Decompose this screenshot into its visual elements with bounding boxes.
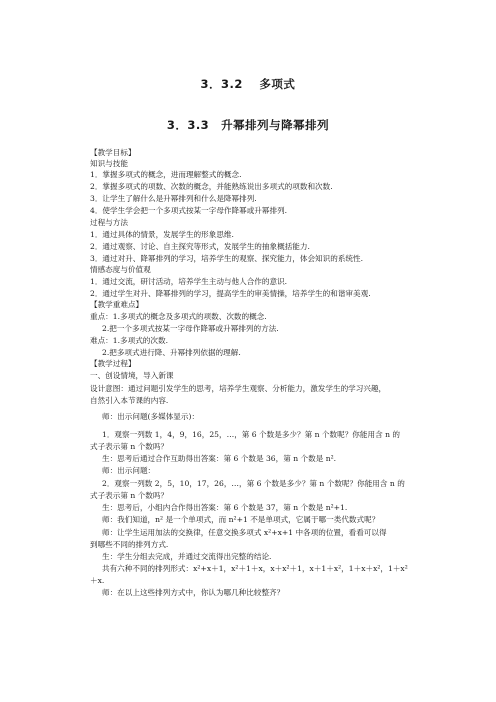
section-title: 3．3.2 多项式 bbox=[200, 77, 296, 91]
goal-item: 2．掌握多项式的项数、次数的概念，并能熟练说出多项式的项数和次数. bbox=[90, 182, 333, 191]
goal-item: 4．使学生学会把一个多项式按某一字母作降幂或升幂排列. bbox=[90, 206, 288, 215]
key-point-item: 重点：1.多项式的概念及多项式的项数、次数的概念. bbox=[90, 312, 267, 321]
key-point-item: 2.把一个多项式按某一字母作降幂或升幂排列的方法. bbox=[102, 324, 279, 333]
attitude-item: 2．通过学生对升、降幂排列的学习，提高学生的审美情操，培养学生的和谐审美观. bbox=[90, 289, 371, 298]
paragraph-line: 师：让学生运用加法的交换律，任意交换多项式 x²+x+1 中各项的位置，看看可以得 bbox=[102, 528, 387, 537]
process-item: 3．通过对升、降幂排列的学习，培养学生的观察、探究能力，体会知识的系统性. bbox=[90, 254, 364, 263]
heading-key-points: 【教学重难点】 bbox=[90, 300, 144, 309]
goal-item: 1．掌握多项式的概念，进而理解整式的概念. bbox=[90, 170, 242, 179]
paragraph-line: 2．观察一列数 2，5，10，17，26，…，第 6 个数是多少？第 n 个数呢？你能用含 n 的 bbox=[102, 479, 405, 488]
paragraph-line: 生：思考后通过合作互助得出答案：第 6 个数是 36，第 n 个数是 n². bbox=[102, 454, 337, 463]
paragraph-line: 共有六种不同的排列形式：x²+x＋1，x²＋1＋x，x＋x²＋1，x＋1＋x²，1＋x＋x²，1＋x² bbox=[102, 564, 408, 573]
paragraph-line: 1．观察一列数 1，4，9，16，25，…，第 6 个数是多少？第 n 个数呢？你能用含 n 的 bbox=[102, 430, 400, 439]
paragraph-line: 生：思考后，小组内合作得出答案：第 6 个数是 37，第 n 个数是 n²+1. bbox=[102, 503, 348, 512]
attitude-item: 1．通过交流，研讨活动，培养学生主动与他人合作的意识. bbox=[90, 277, 288, 286]
paragraph-line: 自然引入本节课的内容. bbox=[90, 396, 169, 405]
heading-teaching-goals: 【教学目标】 bbox=[90, 148, 136, 157]
goal-item: 3．让学生了解什么是升幂排列和什么是降幂排列. bbox=[90, 194, 257, 203]
paragraph-line: 师：出示问题(多媒体显示)： bbox=[102, 412, 200, 421]
process-item: 2．通过观察、讨论、自主探究等形式，发展学生的抽象概括能力. bbox=[90, 242, 310, 251]
paragraph-line: 师：我们知道，n² 是一个单项式，而 n²+1 不是单项式，它属于哪一类代数式呢？ bbox=[102, 515, 380, 524]
paragraph-line: 式子表示第 n 个数吗？ bbox=[90, 442, 169, 451]
paragraph-line: 式子表示第 n 个数吗？ bbox=[90, 491, 169, 500]
heading-scenario: 一、创设情境，导入新课 bbox=[90, 371, 174, 380]
difficulty-item: 2.把多项式进行降、升幂排列依据的理解. bbox=[102, 348, 241, 357]
paragraph-line: 设计意图：通过问题引发学生的思考，培养学生观察、分析能力，激发学生的学习兴趣， bbox=[90, 384, 387, 393]
paragraph-line: 师：出示问题： bbox=[102, 466, 156, 475]
heading-attitude-values: 情感态度与价值观 bbox=[90, 265, 151, 274]
paragraph-line: 到哪些不同的排列方式. bbox=[90, 540, 169, 549]
paragraph-line: 师：在以上这些排列方式中，你认为哪几种比较整齐？ bbox=[102, 588, 285, 597]
difficulty-item: 难点：1.多项式的次数. bbox=[90, 336, 169, 345]
paragraph-line: 生：学生分组去完成，并通过交流得出完整的结论. bbox=[102, 552, 272, 561]
process-item: 1．通过具体的情景，发展学生的形象思维. bbox=[90, 230, 234, 239]
heading-process-methods: 过程与方法 bbox=[90, 218, 128, 227]
paragraph-line: ＋x. bbox=[90, 576, 105, 585]
subsection-title: 3．3.3 升幂排列与降幂排列 bbox=[166, 118, 330, 132]
heading-teaching-process: 【教学过程】 bbox=[90, 359, 136, 368]
heading-knowledge-skills: 知识与技能 bbox=[90, 159, 128, 168]
